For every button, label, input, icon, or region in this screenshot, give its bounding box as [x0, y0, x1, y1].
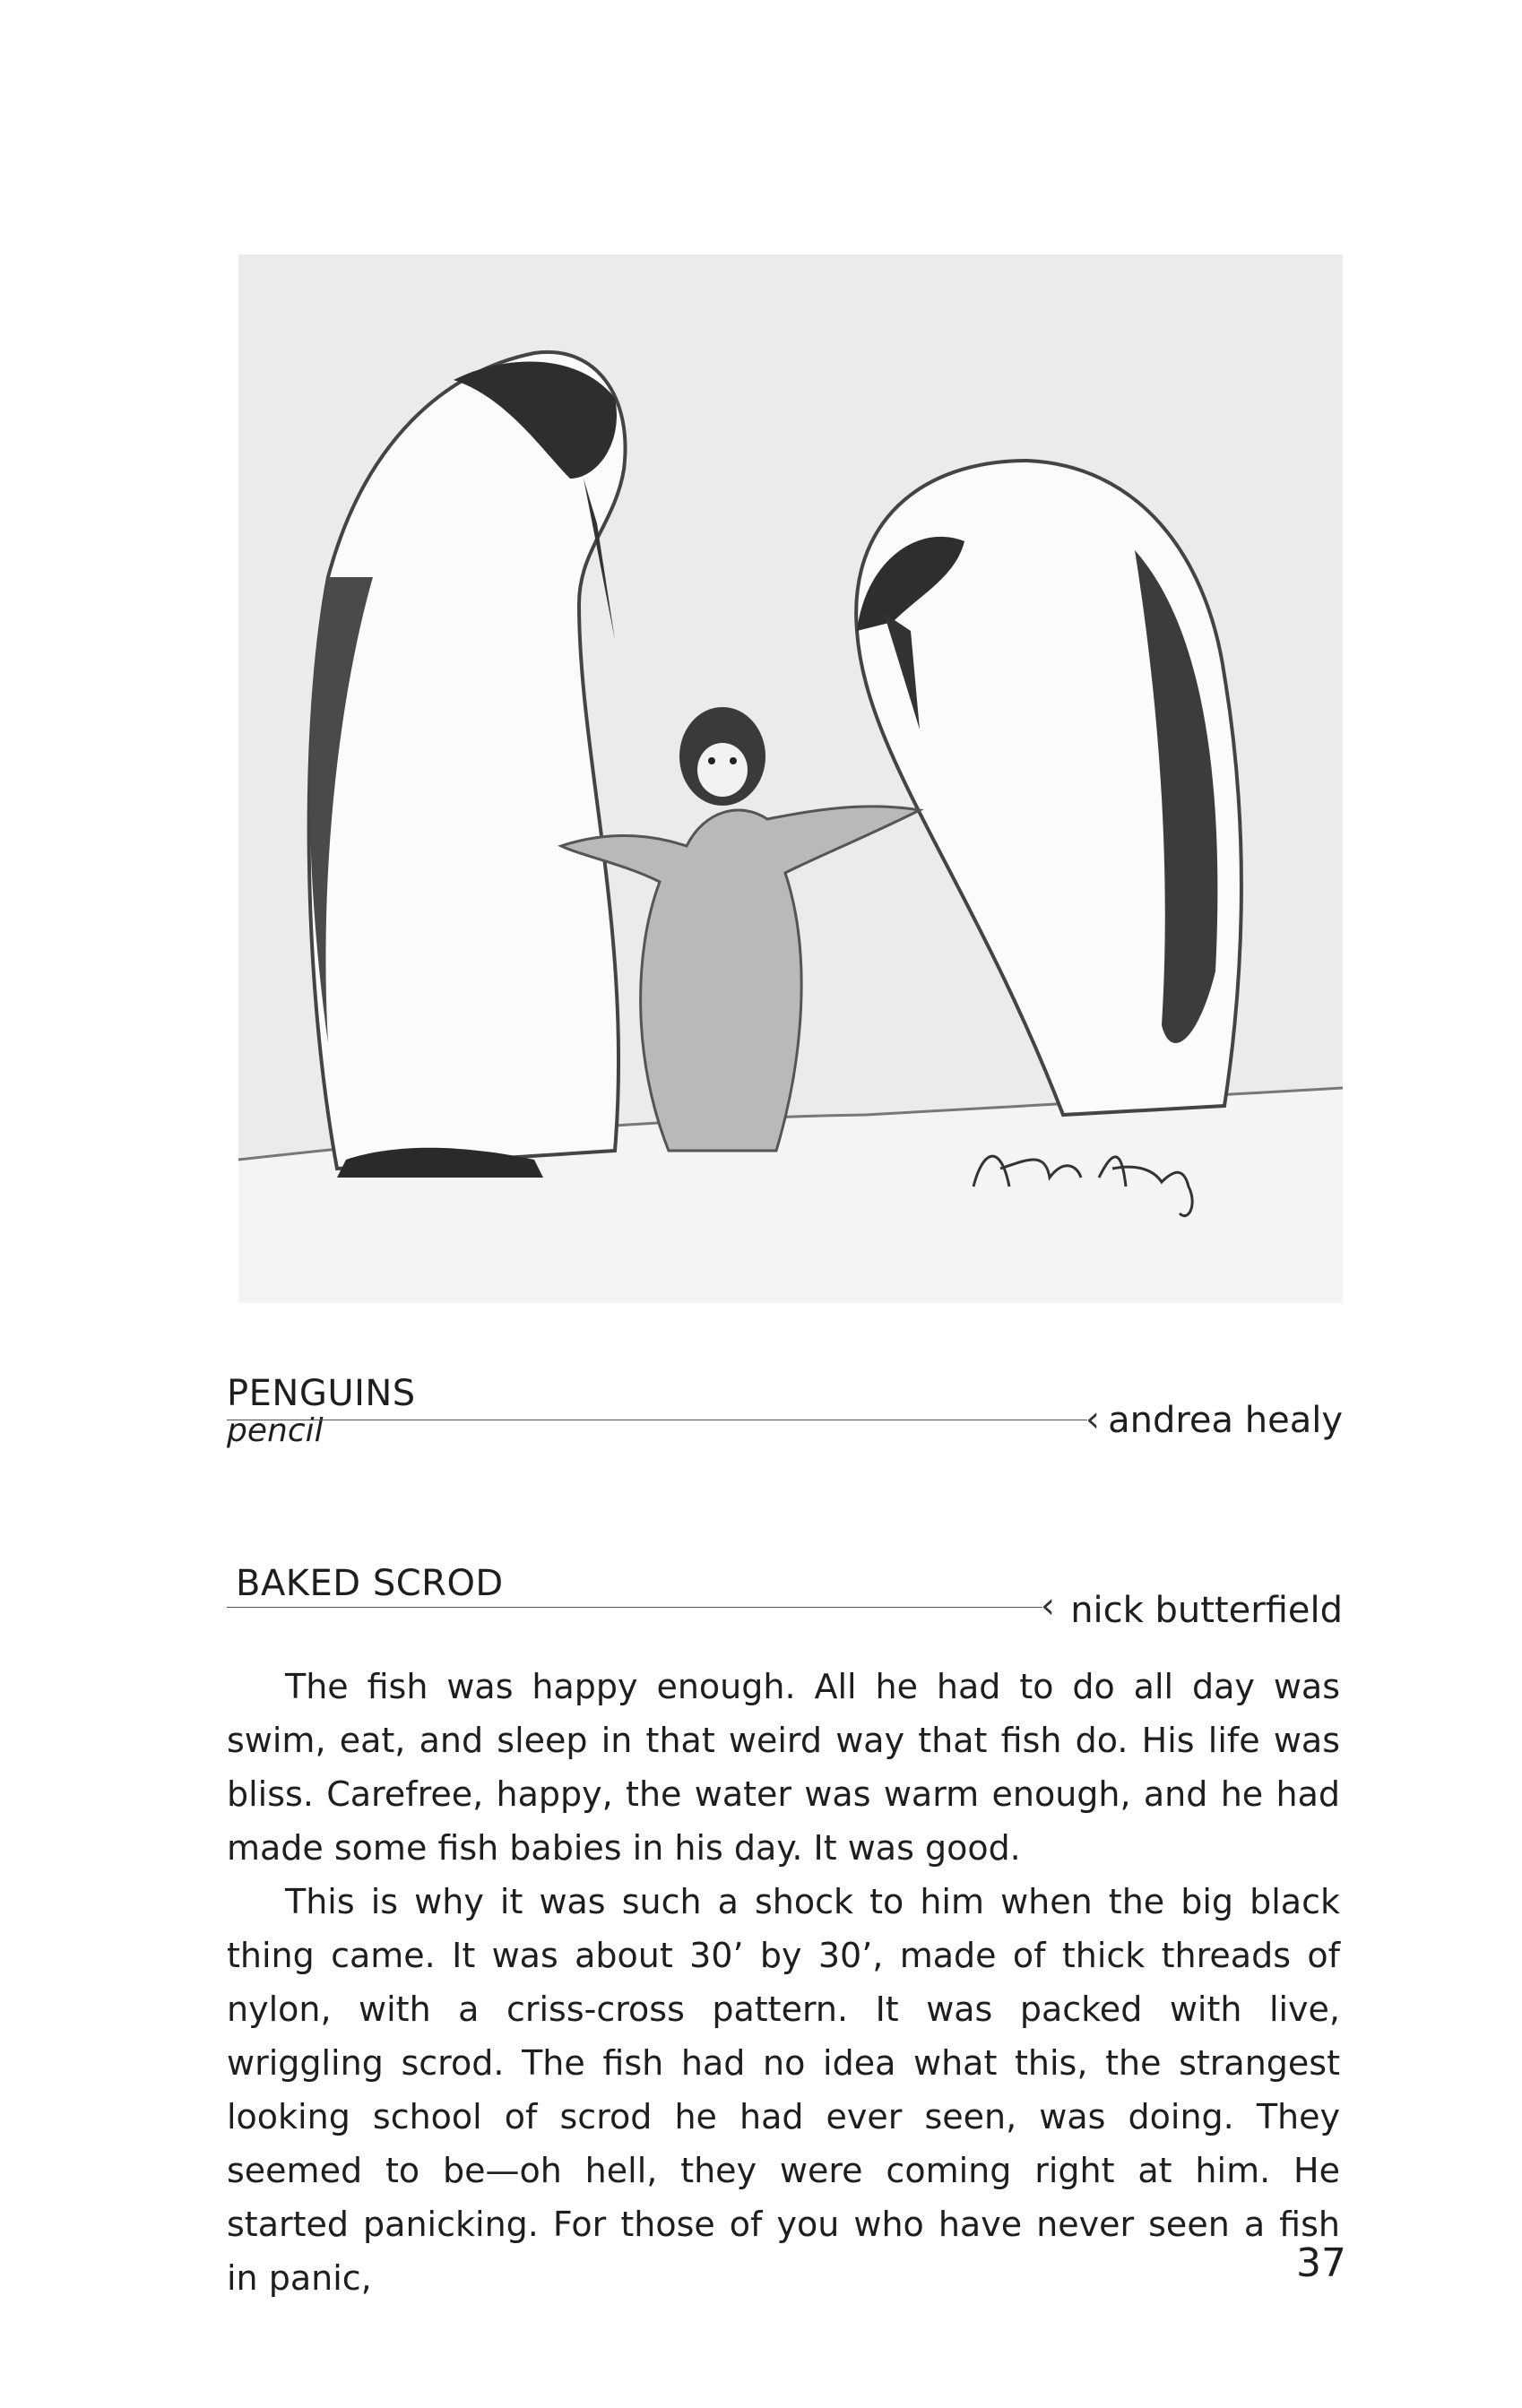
penguin-drawing-icon — [238, 255, 1343, 1303]
story-rule — [227, 1607, 1042, 1608]
page-number: 37 — [1296, 2240, 1346, 2286]
story-credit — [227, 1558, 1343, 1638]
adult-penguin-right — [856, 461, 1241, 1115]
chevron-left-icon: ‹ — [1041, 1585, 1055, 1627]
artwork-title: PENGUINS — [227, 1373, 416, 1414]
story-body — [227, 1660, 1340, 2305]
story-author: nick butterfield — [1070, 1590, 1343, 1631]
story-paragraph: This is why it was such a shock to him when the big black thing came. It was about 30’ by 30’, made of thick threads of nylon, with a criss-cross pattern. It was packed with live, wriggling scrod. The fish had no idea what this, the strangest looking school of scrod he had ever seen, was doing. They seemed to be—oh hell, they were coming right at him. He started panicking. For those of you who have never seen a fish in panic, — [227, 1882, 1340, 2298]
artwork-medium: pencil — [227, 1412, 324, 1449]
story-paragraph: The fish was happy enough. All he had to do all day was swim, eat, and sleep in that weird way that fish do. His life was bliss. Carefree, happy, the water was warm enough, and he had made some fish babies in his day. It was good. — [227, 1667, 1340, 1868]
artwork-credit — [227, 1373, 1343, 1454]
penguin-artwork — [238, 255, 1343, 1303]
adult-penguin-left — [309, 352, 626, 1178]
story-title: BAKED SCROD — [236, 1563, 504, 1604]
chevron-left-icon: ‹ — [1085, 1399, 1100, 1440]
artwork-artist: andrea healy — [1108, 1400, 1343, 1441]
